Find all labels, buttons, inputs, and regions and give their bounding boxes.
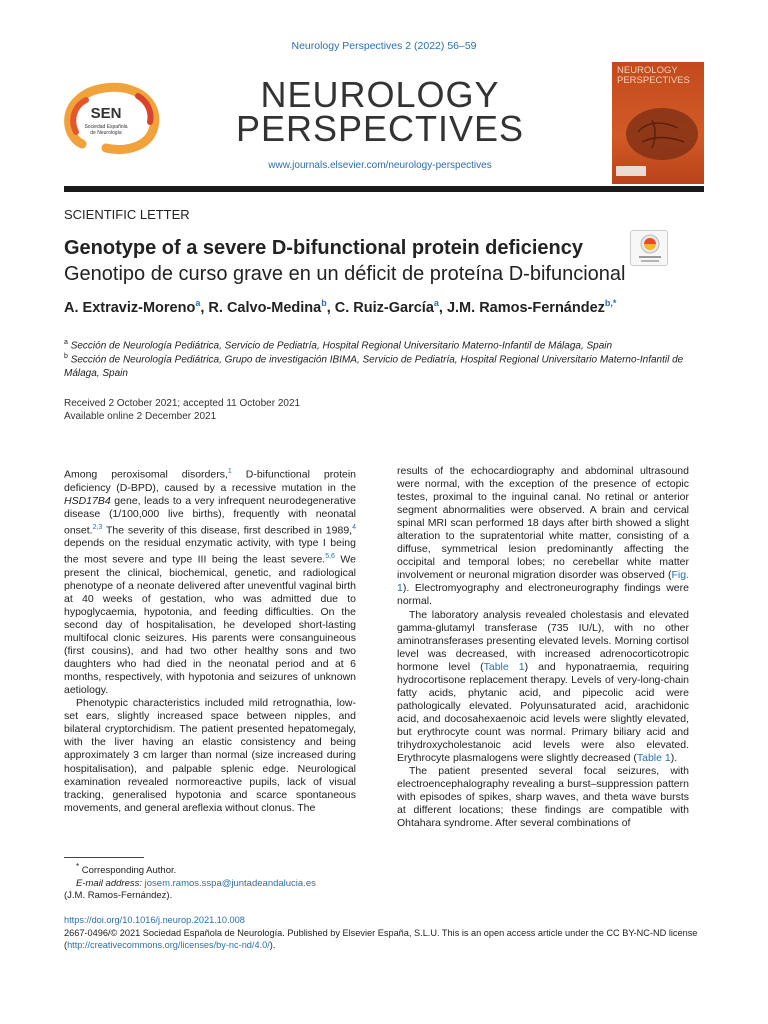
author-affiliation-mark[interactable]: b,* (604, 298, 617, 308)
body-paragraph (397, 465, 689, 609)
citation-link[interactable]: 2,3 (92, 523, 103, 531)
body-paragraph: Phenotypic characteristics included mild retrognathia, low-set ears, slightly increased space between nipples, and bilateral cryptorchidism. The patient presented hepatomegaly, with the liver having an elastic consistency and being approximately 3 cm larger than normal (size increased during hospitalisation), and palpable splenic edge. Neurological examination revealed normoreactive pupils, lack of visual tracking, generalised hypotonia and scarce spontaneous movements, and general areflexia without clonus. The (64, 697, 356, 814)
logo-abbr: SEN (90, 105, 122, 122)
masthead-title (200, 74, 560, 149)
affiliation-mark: a (64, 339, 68, 346)
text-run: ). (670, 752, 678, 765)
text-run: ). Electromyography and electroneurography findings were normal. (397, 582, 689, 608)
article-title-spanish: Genotipo de curso grave en un déficit de proteína D-bifuncional (64, 263, 626, 285)
footnote-line (64, 861, 356, 878)
text-run: gene, leads to a very infrequent neurodegenerative disease (1/100,000 live births), frequently with neonatal onset. (64, 494, 356, 537)
footnote-line (64, 878, 356, 891)
author-name: A. Extraviz-Moreno (64, 299, 196, 316)
header-rule (64, 186, 704, 192)
article-title-english: Genotype of a severe D-bifunctional protein deficiency (64, 237, 583, 259)
check-for-updates-button[interactable] (630, 230, 668, 266)
journal-url-link[interactable]: www.journals.elsevier.com/neurology-perspectives (268, 160, 492, 171)
masthead (200, 74, 560, 171)
text-run: D-bifunctional protein deficiency (D-BPD), caused by a recessive mutation in the (64, 468, 357, 494)
text-run: We present the clinical, biochemical, genetic, and radiological phenotype of a neonate delivered after uneventful vaginal birth at 40 weeks of gestation, who was admitted due to hypoglycaemia, hypotonia, and feeding difficulties. On the second day of hospitalisation, he developed short-lasting multifocal clonic seizures. His parents were consanguineous (first cousins), and had two other healthy sons and two daughters who had died in the neonatal period and at 6 months, respectively, with hypotonia and seizures of unknown aetiology. (64, 553, 356, 697)
license-link[interactable]: http://creativecommons.org/licenses/by-nc-nd/4.0/ (67, 940, 270, 950)
body-column-left (64, 465, 356, 815)
footnote-mark: * (76, 862, 80, 871)
masthead-line-1: NEUROLOGY (260, 74, 500, 115)
text-run: The severity of this disease, first described in 1989, (102, 524, 353, 537)
author-affiliation-mark[interactable]: a (195, 298, 201, 308)
license-text-run: ). (269, 940, 276, 950)
affiliation-b (64, 350, 704, 380)
text-run: ) and hyponatraemia, requiring hydrocortisone replacement therapy. Levels of very-long-chain fatty acids, phytanic acid, and pipecolic acid were pathologically elevated. Polyunsaturated acid, arachidonic acid, and docosahexaenoic acid levels were slightly elevated, but erythrocyte count was normal. Primary biliary acid and trihydroxycholestanoic acid levels were also elevated. Erythrocyte plasmalogens were slightly decreased ( (397, 660, 689, 765)
logo-subtitle-1: Sociedad Española (84, 124, 128, 130)
author-name: C. Ruiz-García (334, 299, 434, 316)
online-date: Available online 2 December 2021 (64, 411, 217, 422)
sen-logo (62, 82, 162, 162)
table-link[interactable]: Table 1 (483, 660, 525, 673)
body-paragraph (64, 465, 356, 697)
author-affiliation-mark[interactable]: a (433, 298, 439, 308)
article-type-label: SCIENTIFIC LETTER (64, 207, 190, 222)
author-affiliation-mark[interactable]: b (321, 298, 327, 308)
gene-name: HSD17B4 (64, 494, 111, 507)
license-text-run: 2667-0496/© 2021 Sociedad Española de Neurología. Published by Elsevier España, S.L.U. This is an open access article under the CC BY-NC-ND license ( (64, 927, 698, 950)
affiliation-mark: b (64, 353, 68, 360)
journal-cover-image (612, 62, 704, 184)
figure-link[interactable]: Fig. 1 (397, 569, 689, 595)
journal-reference[interactable]: Neurology Perspectives 2 (2022) 56–59 (291, 40, 477, 52)
crossmark-icon (631, 231, 669, 267)
text-run: results of the echocardiography and abdominal ultrasound were normal, with the exception of the presence of ectopic testes, proximal to the inguinal canal. No retinal or anterior segment abnormalities were observed. A brain and cervical spinal MRI scan performed 18 days after birth showed a slight alteration to the supratentorial white matter, consisting of a diffuse, symmetrical lesion predominantly affecting the occipital and temporal lobes; no cerebellar white matter involvement or neuronal migration disorder was observed ( (397, 465, 689, 582)
author-list: A. Extraviz-Moreno$^a$, R. Calvo-Medina$^b$, C. Ruiz-García$^a$, J.M. Ramos-Fernández$^{b,*}$ (64, 298, 617, 316)
body-column-right (397, 465, 689, 830)
text-run: The laboratory analysis revealed cholestasis and elevated gamma-glutamyl transferase (735 IU/L), with no other aminotransferases presenting elevated levels. Morning cortisol level was decreased, with increased adrenocorticotropic hormone level ( (397, 608, 689, 673)
citation-link[interactable]: 1 (227, 468, 232, 475)
body-paragraph: The patient presented several focal seizures, with electroencephalography revealing a burst–suppression pattern with episodes of spikes, sharp waves, and theta wave bursts at different locations; these findings are compatible with Ohtahara syndrome. After several combinations of (397, 765, 689, 830)
received-date: Received 2 October 2021; accepted 11 October 2021 (64, 398, 301, 409)
footnote-author-name: (J.M. Ramos-Fernández). (64, 890, 173, 902)
body-paragraph (397, 609, 689, 766)
cover-title-line-1: NEUROLOGY (617, 65, 678, 76)
masthead-line-2: PERSPECTIVES (235, 108, 525, 149)
page-footer (64, 914, 704, 952)
affiliation-text: Sección de Neurología Pediátrica, Grupo de investigación IBIMA, Servicio de Pediatría, Hospital Regional Universitario Materno-Infantil de Málaga, Spain (64, 354, 684, 379)
affiliation-text: Sección de Neurología Pediátrica, Servicio de Pediatría, Hospital Regional Universitario Materno-Infantil de Málaga, Spain (70, 340, 613, 352)
author-name: R. Calvo-Medina (208, 299, 322, 316)
cover-title-line-2: PERSPECTIVES (617, 75, 690, 86)
corresponding-author-footnote (64, 861, 356, 903)
email-link[interactable]: josem.ramos.sspa@juntadeandalucia.es (144, 877, 316, 889)
text-run: depends on the residual enzymatic activity, with type I being the most severe and type III being the least severe. (64, 537, 356, 566)
text-run: Among peroxisomal disorders, (64, 468, 228, 481)
citation-link[interactable]: 4 (352, 523, 356, 531)
footnote-rule (64, 857, 144, 858)
footnote-label: Corresponding Author. (81, 865, 177, 877)
email-label: E-mail address: (76, 877, 142, 889)
doi-link[interactable]: https://doi.org/10.1016/j.neurop.2021.10.008 (64, 915, 245, 925)
brain-icon (612, 62, 704, 184)
license-text (64, 927, 704, 952)
author-name: J.M. Ramos-Fernández (446, 299, 605, 316)
citation-link[interactable]: 5,6 (325, 553, 335, 561)
table-link[interactable]: Table 1 (636, 752, 671, 765)
logo-subtitle-2: de Neurología (90, 130, 122, 136)
